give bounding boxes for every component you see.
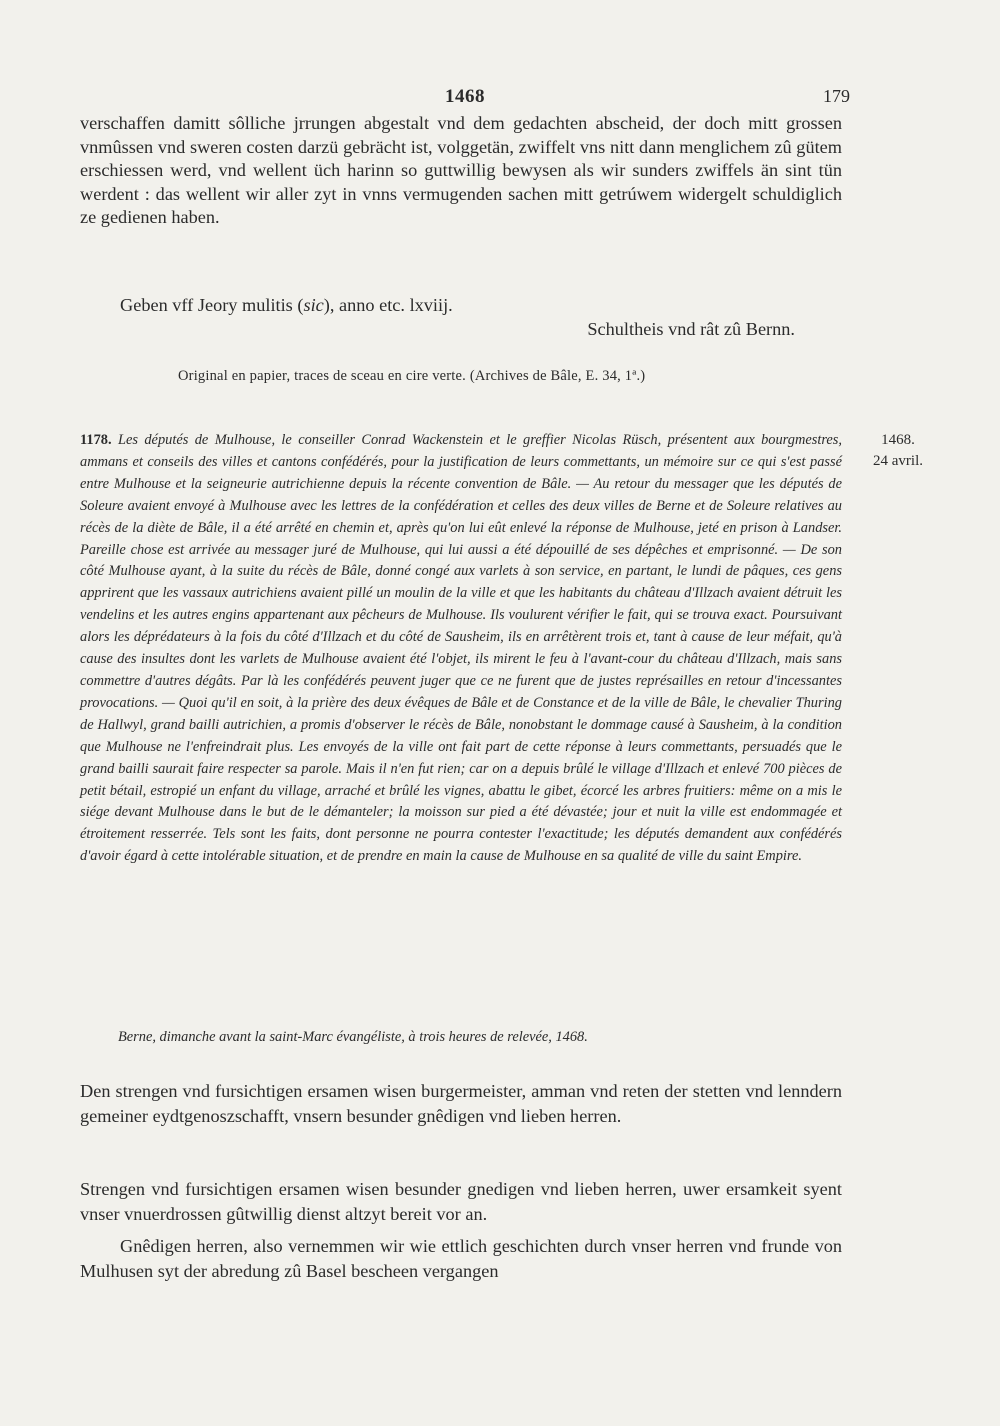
margin-day: 24 avril. [873,453,923,469]
date-line-prefix: Geben vff Jeory mulitis ( [120,295,304,315]
document-dateline: Berne, dimanche avant la saint-Marc évangéliste, à trois heures de relevée, 1468. [118,1029,588,1045]
letter-salutation: Strengen vnd fursichtigen ersamen wisen besunder gnedigen vnd lieben herren, uwer ersamkeit syent vnser vnuerdrossen gûtwillig dienst altzyt bereit vor an. [80,1179,842,1224]
document-number: 1178. [80,432,112,448]
page-number: 179 [823,86,850,106]
letter-signature: Schultheis vnd rât zû Bernn. [587,319,795,339]
archival-source-note: Original en papier, traces de sceau en cire verte. (Archives de Bâle, E. 34, 1ª.) [178,368,646,384]
date-line-suffix: ), anno etc. lxviij. [323,295,453,315]
letter-address: Den strengen vnd fursichtigen ersamen wisen burgermeister, amman vnd reten der stetten vnd lenndern gemeiner eydtgenoszschafft, vnsern besunder gnêdigen vnd lieben herren. [80,1081,842,1126]
letter-closing-paragraph: verschaffen damitt sôlliche jrrungen abgestalt vnd dem gedachten abscheid, der doch mitt grossen vnmûssen vnd sweren costen darzü gebrächt ist, volggetän, zwiffelt vns nitt dann menglichem zû gütem erschiessen werd, vnd wellent üch harinn so guttwillig bewysen als wir sunders zwiffels än sint tün werdent : das wellent wir aller zyt in vnns vermugenden sachen mitt getrúwem widergelt schuldiglich ze gedienen haben. [80,113,842,227]
letter-opening: Gnêdigen herren, also vernemmen wir wie ettlich geschichten durch vnser herren vnd frunde von Mulhusen syt der abredung zû Basel bescheen vergangen [80,1236,842,1281]
running-header-year: 1468 [445,86,485,107]
sic-note: sic [303,295,324,315]
letter-date-line [80,294,842,318]
document-summary [80,430,842,868]
margin-date [858,430,938,472]
margin-year: 1468. [881,432,915,448]
summary-text: Les députés de Mulhouse, le conseiller Conrad Wackenstein et le greffier Nicolas Rüsch, présentent aux bourgmestres, ammans et conseils des villes et cantons confédérés, pour la justification de leurs commettants, un mémoire sur ce qui s'est passé entre Mulhouse et la seigneurie autrichienne depuis la récente convention de Bâle. — Au retour du messager que les députés de Soleure avaient envoyé à Mulhouse avec les lettres de la confédération et celles des deux villes de Berne et de Soleure relatives au récès de la diète de Bâle, il a été arrêté en chemin et, après qu'on lui eût enlevé la réponse de Mulhouse, jeté en prison à Landser. Pareille chose est arrivée au messager juré de Mulhouse, qui lui aussi a été dépouillé de ses dépêches et emprisonné. — De son côté Mulhouse ayant, à la suite du récès de Bâle, donné congé aux varlets à son service, en partant, le lundi de pâques, ces gens apprirent que les vassaux autrichiens avaient pillé un moulin de la ville et que les habitants du château d'Illzach avaient détruit les vendelins et les autres engins appartenant aux pêcheurs de Mulhouse. Ils voulurent vérifier le fait, qui se trouva exact. Poursuivant alors les déprédateurs à la fois du côté d'Illzach et du côté de Sausheim, ils en arrêtèrent trois et, tant à cause de leur méfait, qu'à cause des insultes dont les varlets de Mulhouse avaient été l'objet, ils mirent le feu à l'avant-cour du château d'Illzach, mais sans commettre d'autres dégâts. Par là les confédérés peuvent juger que ce ne furent que de justes représailles en retour d'incessantes provocations. — Quoi qu'il en soit, à la prière des deux évêques de Bâle et de Constance et de la ville de Bâle, le chevalier Thuring de Hallwyl, grand bailli autrichien, a promis d'observer le récès de Bâle, nonobstant le dommage causé à Sausheim, à la condition que Mulhouse ne l'enfreindrait plus. Les envoyés de la ville ont fait part de cette réponse à leurs commettants, persuadés que le grand bailli saurait faire respecter sa parole. Mais il n'en fut rien; car on a depuis brûlé le village d'Illzach et enlevé 700 pièces de petit bétail, estropié un enfant du village, arraché et brûlé les vignes, abattu le gibet, écorcé les arbres fruitiers: même on a mis le siége devant Mulhouse dans le but de le démanteler; la moisson sur pied a été dévastée; jour et nuit la ville est endommagée et étroitement resserrée. Tels sont les faits, dont personne ne pourra contester l'exactitude; les députés demandent aux confédérés d'avoir égard à cette intolérable situation, et de prendre en main la cause de Mulhouse en sa qualité de ville du saint Empire. [80,432,842,865]
